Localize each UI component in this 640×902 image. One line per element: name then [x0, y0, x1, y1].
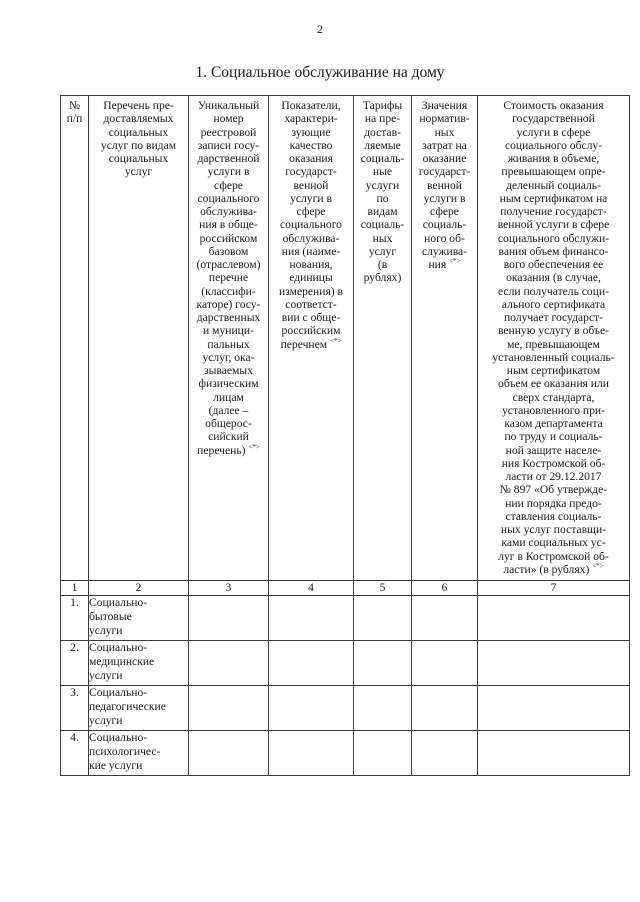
header-line: установленный социаль- [492, 350, 615, 364]
header-cell [269, 96, 354, 581]
header-line: деленный социаль- [506, 178, 601, 192]
services-table [60, 95, 630, 776]
header-line: Тарифы [362, 99, 403, 112]
empty-cell [354, 731, 412, 776]
header-line: физическим [198, 377, 259, 391]
header-line: (отраслевом) [196, 258, 261, 271]
header-line: социального [197, 191, 260, 205]
header-line: на пре- [364, 112, 401, 126]
service-name-line: педагогические [89, 700, 166, 713]
header-line: ласти от 29.12.2017 [505, 470, 602, 483]
service-name-line: психологичес- [89, 745, 161, 758]
header-line: дарственной [197, 152, 260, 165]
header-line: Уникальный [197, 99, 260, 112]
header-line: социаль- [360, 218, 405, 232]
header-line: Перечень пре- [103, 99, 174, 112]
header-cell [354, 96, 412, 581]
empty-cell [269, 596, 354, 641]
header-line: оказание [422, 152, 467, 165]
header-line: государственной [512, 112, 595, 126]
header-line: венной услуги в сфере [497, 218, 610, 232]
header-line: услуг [368, 244, 397, 258]
header-cell [189, 96, 269, 581]
header-line: пальных [207, 337, 250, 351]
header-line: записи госу- [197, 138, 260, 152]
header-line: достав- [364, 125, 401, 139]
row-number: 2. [61, 641, 89, 686]
header-line: услуги в сфере [516, 125, 591, 139]
row-number: 1. [61, 596, 89, 641]
row-number: 4. [61, 731, 89, 776]
empty-cell [478, 596, 630, 641]
header-line: Стоимость оказания [503, 99, 604, 112]
header-line: по [376, 191, 389, 205]
header-line: № 897 «Об утвержде- [499, 483, 608, 497]
row-number: 3. [61, 686, 89, 731]
service-name [89, 596, 189, 641]
header-line: обслужива- [200, 205, 257, 218]
service-name-line: медицинские [89, 655, 155, 668]
header-line: ные [372, 165, 393, 179]
header-line: ной защите населе- [505, 443, 602, 457]
header-line: соответст- [285, 297, 337, 311]
column-number: 6 [412, 581, 478, 596]
header-line: ставления социаль- [505, 509, 602, 523]
header-line: рублях) [363, 271, 402, 285]
header-line: (далее – [208, 403, 249, 417]
header-line: измерения) в [278, 284, 344, 298]
empty-cell [412, 641, 478, 686]
header-line: ального сертификата [501, 297, 606, 311]
service-name-line: Социально- [89, 731, 148, 744]
empty-cell [189, 686, 269, 731]
header-line: социальных [108, 125, 169, 139]
header-line: социального [280, 218, 342, 232]
table-row [61, 686, 630, 731]
empty-cell [412, 731, 478, 776]
header-line: ных [372, 231, 393, 245]
header-line: доставляемых [103, 112, 174, 126]
header-line: ния <*> [428, 257, 461, 271]
column-number: 4 [269, 581, 354, 596]
header-line: получает государст- [503, 311, 604, 324]
service-name-line: Социально- [89, 686, 148, 699]
header-line: перечне [208, 271, 249, 285]
footnote-marker: <*> [592, 561, 604, 570]
table-row [61, 731, 630, 776]
empty-cell [354, 686, 412, 731]
header-line: базовом [208, 244, 249, 258]
footnote-marker: <*> [449, 257, 461, 265]
service-name-line: услуги [89, 624, 123, 637]
header-line: видам [367, 205, 398, 218]
service-name-line: услуги [89, 669, 123, 682]
header-line: п/п [66, 112, 83, 126]
header-line: вания объем финансо- [498, 244, 609, 258]
header-line: перечень) <*> [197, 442, 260, 457]
empty-cell [269, 686, 354, 731]
header-line: сийский [208, 430, 249, 444]
header-line: услуг, ока- [202, 350, 255, 364]
header-line: номер [213, 112, 244, 126]
header-line: ния в обще- [199, 218, 258, 232]
header-line: дарственных [196, 311, 261, 324]
header-line: ного об- [424, 231, 465, 245]
column-number: 3 [189, 581, 269, 596]
header-line: установленного при- [502, 403, 605, 417]
empty-cell [478, 731, 630, 776]
empty-cell [269, 731, 354, 776]
header-line: оказания [289, 152, 333, 165]
service-name-line: услуги [89, 714, 123, 727]
header-line: социальных [108, 152, 169, 165]
column-number: 2 [89, 581, 189, 596]
header-line: ных услуг поставщи- [500, 523, 607, 536]
header-line: услуги в [423, 191, 466, 205]
empty-cell [189, 596, 269, 641]
header-line: российском [199, 231, 258, 245]
header-line: вого обеспечения ее [503, 258, 604, 271]
service-name [89, 641, 189, 686]
header-line: услуги [365, 178, 400, 192]
header-line: ляемые [364, 138, 401, 152]
empty-cell [189, 641, 269, 686]
header-line: № [68, 99, 81, 112]
header-line: ным сертификатом [506, 364, 601, 377]
header-line: (классифи- [201, 284, 256, 298]
table-row [61, 641, 630, 686]
header-line: перечнем <*> [280, 336, 342, 351]
section-title: 1. Социальное обслуживание на дому [195, 64, 445, 81]
table-row [61, 596, 630, 641]
header-line: ния Костромской об- [501, 456, 606, 470]
header-line: государст- [418, 165, 471, 179]
service-name-line: Социально- [89, 641, 148, 654]
header-line: общерос- [205, 417, 252, 430]
header-line: характери- [284, 112, 338, 126]
header-cell [478, 96, 630, 581]
header-line: сфере [430, 205, 459, 218]
header-line: луг в Костромской об- [498, 549, 609, 563]
header-line: лицам [213, 390, 244, 404]
header-line: российским [281, 324, 341, 338]
header-line: единицы [289, 271, 333, 285]
header-line: оказания (в случае, [506, 271, 601, 285]
header-line: превышающем опре- [501, 165, 606, 179]
service-name-line: бытовые [89, 610, 132, 623]
header-line: нования, [289, 258, 333, 271]
header-line: венной [293, 178, 329, 192]
header-line: услуг по видам [100, 138, 177, 152]
empty-cell [412, 596, 478, 641]
header-line: объем ее оказания или [498, 377, 609, 391]
header-line: ния (наиме- [281, 244, 341, 258]
service-name-line: кие услуги [89, 759, 143, 772]
header-line: затрат на [422, 138, 467, 152]
header-line: ме, превышающем [507, 337, 600, 351]
header-line: услуг [124, 165, 153, 179]
header-line: получение государст- [500, 205, 607, 218]
header-line: живания в объеме, [507, 152, 600, 165]
header-line: ласти» (в рублях) <*> [503, 561, 604, 576]
header-line: качество [289, 138, 333, 152]
header-line: сверх стандарта, [512, 390, 595, 404]
empty-cell [478, 641, 630, 686]
header-line: норматив- [419, 112, 470, 126]
header-line: ным сертификатом на [499, 191, 608, 205]
header-line: каторе) госу- [196, 297, 261, 311]
header-line: Значения [421, 99, 468, 112]
header-cell [61, 96, 89, 581]
header-line: служива- [421, 244, 468, 258]
column-number-row [61, 581, 630, 596]
column-number: 5 [354, 581, 412, 596]
service-name [89, 686, 189, 731]
header-line: социального обслу- [504, 138, 603, 152]
empty-cell [354, 596, 412, 641]
header-line: зующие [291, 125, 331, 139]
header-line: социаль- [422, 218, 467, 232]
header-line: (в [377, 258, 388, 271]
header-line: зываемых [204, 364, 253, 377]
header-line: сфере [296, 205, 326, 218]
header-line: социального обслужи- [497, 231, 610, 245]
header-line: ками социальных ус- [501, 536, 606, 550]
header-line: социаль- [360, 152, 405, 165]
column-number: 1 [61, 581, 89, 596]
header-line: сфере [214, 178, 243, 192]
empty-cell [189, 731, 269, 776]
service-name-line: Социально- [89, 596, 148, 609]
page-number: 2 [317, 22, 323, 36]
footnote-marker: <*> [330, 336, 342, 345]
header-line: нии порядка предо- [505, 496, 602, 510]
header-line: венную услугу в объе- [497, 324, 610, 338]
header-line: государст- [285, 165, 337, 179]
header-cell [412, 96, 478, 581]
header-line: реестровой [200, 125, 257, 139]
header-line: ных [434, 125, 455, 139]
header-line: если получатель соци- [498, 284, 609, 298]
header-line: услуги в [207, 165, 250, 179]
header-line: вии с обще- [281, 311, 341, 324]
footnote-marker: <*> [248, 442, 260, 451]
empty-cell [412, 686, 478, 731]
empty-cell [354, 641, 412, 686]
header-line: услуги в [290, 191, 332, 205]
header-line: венной [427, 178, 462, 192]
empty-cell [269, 641, 354, 686]
header-line: по труду и социаль- [504, 430, 603, 444]
empty-cell [478, 686, 630, 731]
header-line: казом департамента [504, 417, 603, 430]
service-name [89, 731, 189, 776]
header-cell [89, 96, 189, 581]
header-line: и муници- [203, 324, 254, 338]
header-row [61, 96, 630, 581]
column-number: 7 [478, 581, 630, 596]
header-line: Показатели, [281, 99, 341, 112]
header-line: обслужива- [282, 231, 340, 245]
